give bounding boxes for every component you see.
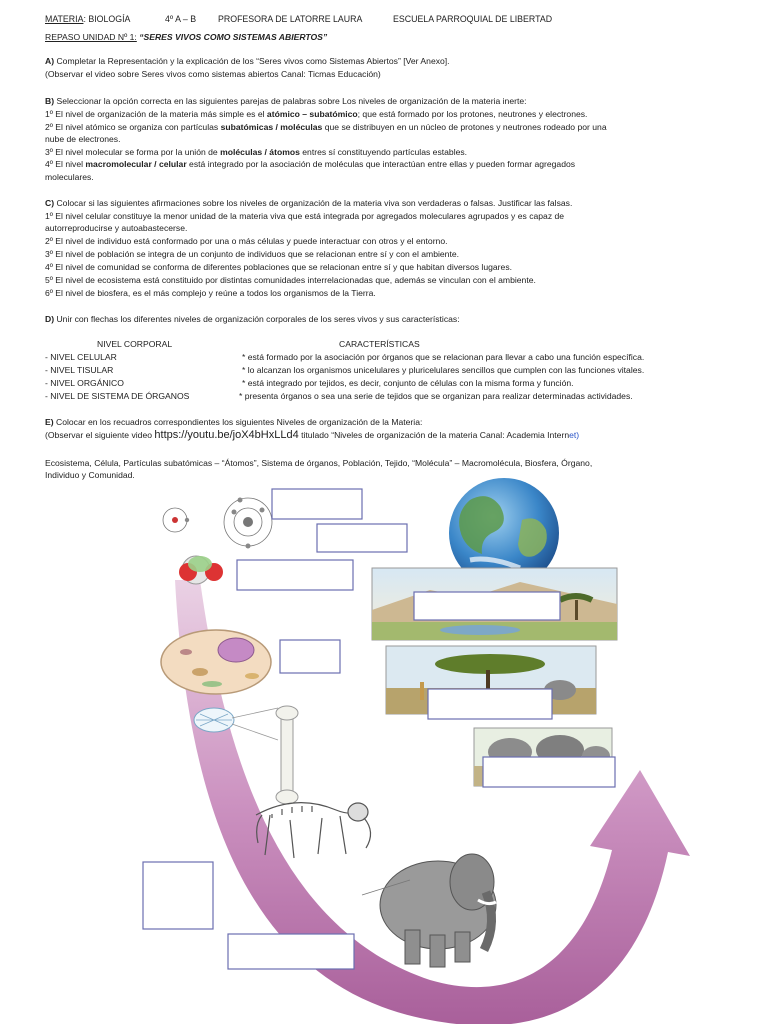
feature-item: * lo alcanzan los organismos unicelulares y pluricelulares sencillos que cumplen con las funciones vitales.: [242, 365, 645, 375]
answer-box: [483, 757, 615, 787]
answer-box: [237, 560, 353, 590]
b4-rest: está integrado por la asociación de moléculas que interactúan entre ellas y pueden formar agregados: [186, 159, 576, 169]
b2-options: subatómicas / moléculas: [220, 122, 323, 132]
section-c-line: 3º El nivel de población se integra de un conjunto de individuos que se relacionan entre sí y con el ambiente.: [45, 249, 459, 259]
answer-box: [428, 689, 552, 719]
b4-text: 4º El nivel: [45, 159, 86, 169]
elephant-icon: [362, 854, 496, 967]
level-item: - NIVEL ORGÁNICO: [45, 378, 124, 388]
section-b-item-4-cont: moleculares.: [45, 172, 94, 182]
answer-box: [317, 524, 407, 552]
level-list-line1: Ecosistema, Célula, Partículas subatómicas – “Átomos”, Sistema de órganos, Población, Tejido, “Molécula” – Macromolécula, Biosfera, Órgano,: [45, 458, 593, 468]
section-a-text: Completar la Representación y la explicación de los “Seres vivos como Sistemas Abiertos” [Ver Anexo].: [54, 56, 450, 66]
subject-value: : BIOLOGÍA: [83, 14, 131, 24]
section-e-label: E): [45, 417, 54, 427]
teacher: PROFESORA DE LATORRE LAURA: [218, 14, 363, 24]
level-item: - NIVEL CELULAR: [45, 352, 117, 362]
video-link[interactable]: https://youtu.be/joX4bHxLLd4: [154, 429, 299, 441]
school: ESCUELA PARROQUIAL DE LIBERTAD: [393, 14, 553, 24]
feature-item: * está integrado por tejidos, es decir, conjunto de células con la misma forma y función.: [242, 378, 574, 388]
title-prefix: REPASO UNIDAD Nº 1:: [45, 32, 137, 42]
level-item: - NIVEL DE SISTEMA DE ÓRGANOS: [45, 391, 190, 401]
feature-item: * está formado por la asociación por órganos que se relacionan para llevar a cabo una función específica.: [242, 352, 645, 362]
b2-text: 2º El nivel atómico se organiza con partículas: [45, 122, 221, 132]
section-a-label: A): [45, 56, 55, 66]
level-item: - NIVEL TISULAR: [45, 365, 114, 375]
title-text: “SERES VIVOS COMO SISTEMAS ABIERTOS”: [139, 32, 328, 42]
section-c-intro-text: Colocar si las siguientes afirmaciones sobre los niveles de organización de la materia viva son verdaderas o falsas. Justificar las falsas.: [54, 198, 573, 208]
answer-box: [414, 592, 560, 620]
subject-label: MATERIA: [45, 14, 84, 24]
cell-icon: [161, 630, 271, 694]
section-c-line: 6º El nivel de biosfera, es el más complejo y reúne a todos los organismos de la Tierra.: [45, 288, 376, 298]
b1-text: 1º El nivel de organización de la materia más simple es el: [45, 109, 267, 119]
answer-box: [228, 934, 354, 969]
b4-options: macromolecular / celular: [85, 159, 187, 169]
atom-icon: [163, 498, 272, 549]
b1-options: atómico – subatómico: [266, 109, 358, 119]
molecule-icon: [179, 556, 223, 584]
b3-rest: entres sí constituyendo partículas estables.: [299, 147, 468, 157]
course: 4º A – B: [165, 14, 197, 24]
video-text: (Observar el siguiente video: [45, 430, 155, 440]
b2-rest: que se distribuyen en un núcleo de protones y neutrones rodeado por una: [322, 122, 607, 132]
section-c-line: 1º El nivel celular constituye la menor unidad de la materia viva que está integrada por agregados moleculares agrupados y es capaz de: [45, 211, 565, 221]
answer-box: [272, 489, 362, 519]
section-b-item-2-cont: nube de electrones.: [45, 134, 121, 144]
answer-box: [280, 640, 340, 673]
video-title-end: et): [569, 430, 580, 440]
section-d-label: D): [45, 314, 55, 324]
feature-item: * presenta órganos o sea una serie de tejidos que se organizan para realizar determinadas actividades.: [239, 391, 633, 401]
section-c-line: 4º El nivel de comunidad se conforma de diferentes poblaciones que se relacionan entre sí y que habitan diversos lugares.: [45, 262, 513, 272]
bone-icon: [276, 706, 298, 804]
video-title: titulado “Niveles de organización de la materia Canal: Academia Intern: [298, 430, 570, 440]
col-level-title: NIVEL CORPORAL: [97, 339, 173, 349]
b3-options: moléculas / átomos: [220, 147, 300, 157]
section-c-line: 5º El nivel de ecosistema está constituido por distintas comunidades interrelacionadas que, además se vinculan con el ambiente.: [45, 275, 536, 285]
section-a-line2: (Observar el video sobre Seres vivos como sistemas abiertos Canal: Ticmas Educación): [45, 69, 381, 79]
section-c-line: 2º El nivel de individuo está conformado por una o más células y puede interactuar con otros y el entorno.: [45, 236, 448, 246]
section-c-line: autorreproducirse y autoabastecerse.: [45, 223, 188, 233]
section-d-intro-text: Unir con flechas los diferentes niveles de organización corporales de los seres vivos y sus características:: [54, 314, 460, 324]
section-b-intro-text: Seleccionar la opción correcta en las siguientes parejas de palabras sobre Los niveles de organización de la materia inerte:: [54, 96, 527, 106]
section-e-intro-text: Colocar en los recuadros correspondientes los siguientes Niveles de organización de la Materia:: [53, 417, 423, 427]
section-b-label: B): [45, 96, 55, 106]
answer-box: [143, 862, 213, 929]
level-list-line2: Individuo y Comunidad.: [45, 470, 135, 480]
col-feature-title: CARACTERÍSTICAS: [339, 339, 420, 349]
section-c-label: C): [45, 198, 55, 208]
b3-text: 3º El nivel molecular se forma por la unión de: [45, 147, 221, 157]
b1-rest: ; que está formado por los protones, neutrones y electrones.: [357, 109, 588, 119]
